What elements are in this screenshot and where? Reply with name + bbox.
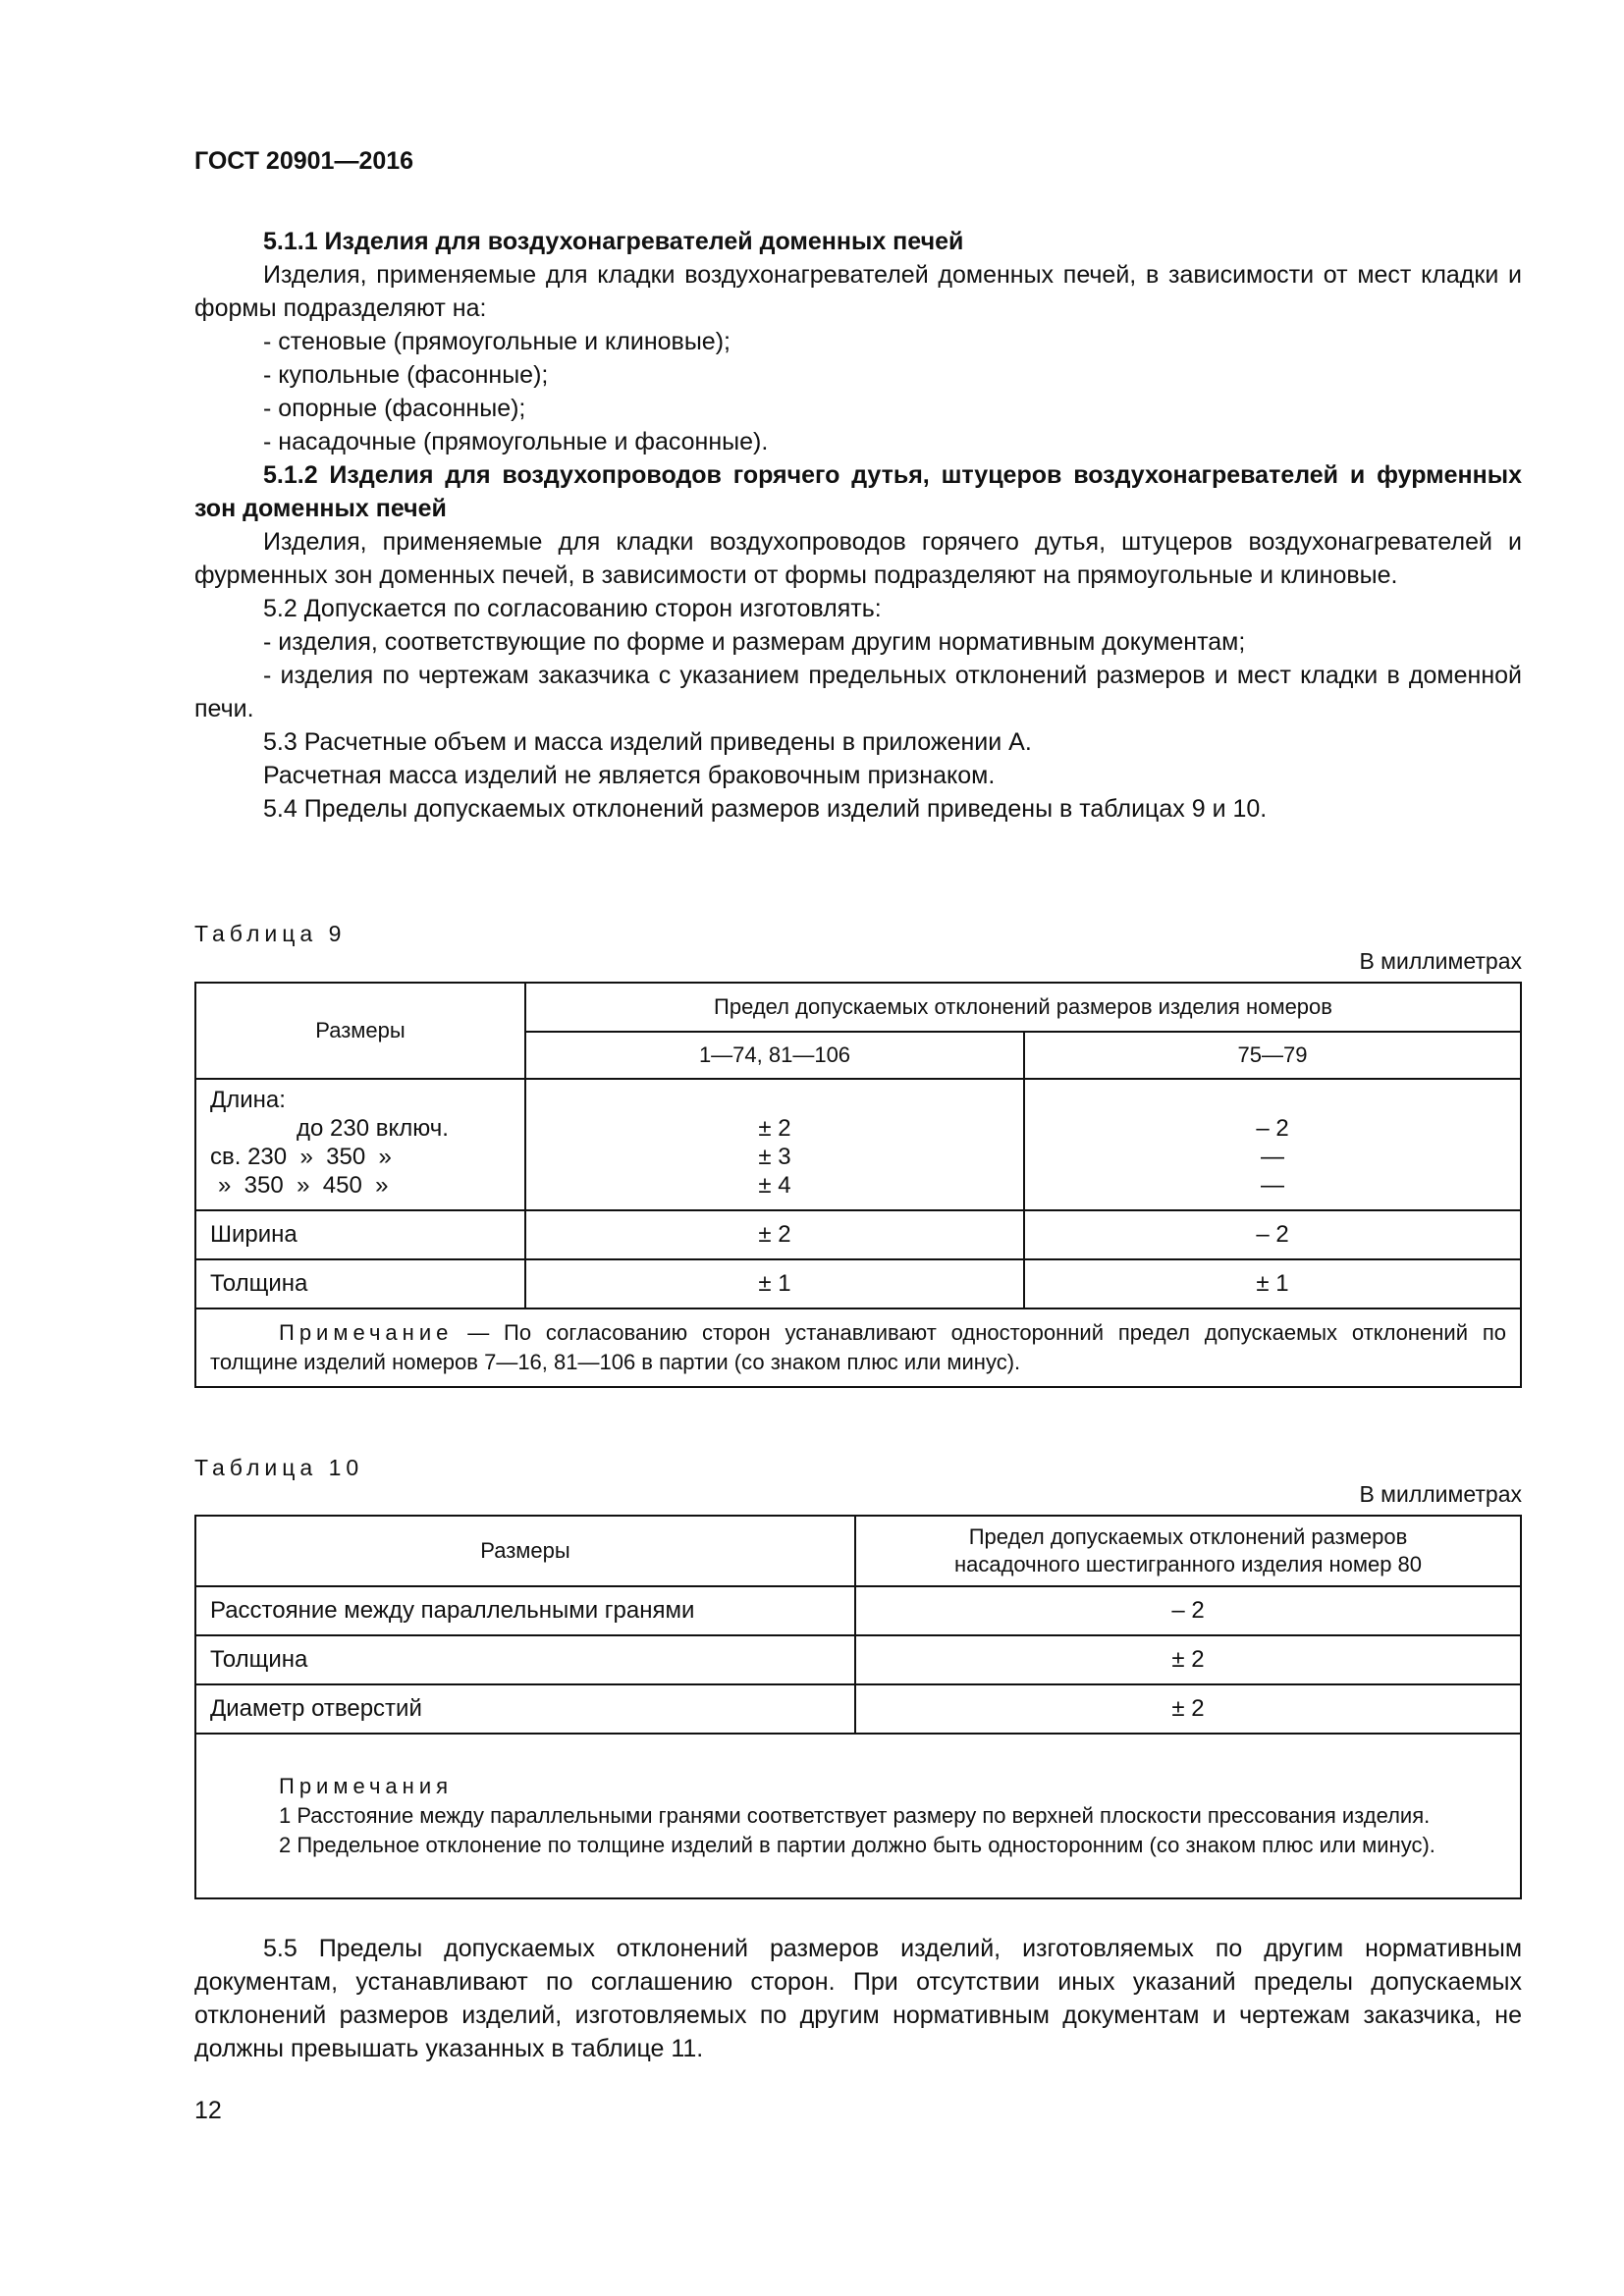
table-note-row [195, 1734, 1521, 1898]
table-value: — [1261, 1172, 1284, 1199]
section-5-1-1-heading: 5.1.1 Изделия для воздухонагревателей доменных печей [263, 228, 964, 255]
table-header-cell: 75—79 [1024, 1032, 1521, 1079]
table-cell: Ширина [195, 1210, 525, 1259]
section-5-3-text: 5.3 Расчетные объем и масса изделий приведены в приложении А. [263, 728, 1032, 756]
table-cell: ± 2 [855, 1635, 1521, 1684]
length-range: » 350 » 450 » [218, 1172, 389, 1199]
note-text: — По согласованию сторон устанавливают односторонний предел допускаемых отклонений по толщине изделий номеров 7—16, 81—106 в партии (со знаком плюс или минус). [210, 1320, 1506, 1374]
section-5-1-2-heading: 5.1.2 Изделия для воздухопроводов горячего дутья, штуцеров воздухонагревателей и фурменных зон доменных печей [194, 461, 1522, 522]
table-row [195, 1259, 1521, 1308]
length-range: св. 230 » 350 » [210, 1144, 392, 1170]
table-cell: – 2 [1024, 1210, 1521, 1259]
body-text [194, 225, 1522, 826]
table-cell: ± 2 [525, 1210, 1024, 1259]
table-9-unit: В миллиметрах [1359, 948, 1522, 974]
section-5-4-text: 5.4 Пределы допускаемых отклонений размеров изделий приведены в таблицах 9 и 10. [263, 795, 1268, 823]
table-cell: Толщина [195, 1635, 855, 1684]
section-5-1-2-text: Изделия, применяемые для кладки воздухопроводов горячего дутья, штуцеров воздухонагревателей и фурменных зон доменных печей, в зависимости от формы подразделяют на прямоугольные и клиновые. [194, 528, 1522, 589]
table-value: ± 2 [758, 1115, 791, 1142]
list-item: - насадочные (прямоугольные и фасонные). [263, 428, 769, 455]
table-9-caption: Таблица 9 [194, 921, 347, 946]
length-label: Длина: [210, 1087, 286, 1113]
table-cell [195, 1079, 525, 1210]
table-cell: ± 1 [1024, 1259, 1521, 1308]
length-range: до 230 включ. [297, 1115, 449, 1142]
table-header-cell: Размеры [195, 1516, 855, 1586]
list-item: - стеновые (прямоугольные и клиновые); [263, 328, 731, 355]
table-value: ± 3 [758, 1144, 791, 1170]
table-header-cell: Предел допускаемых отклонений размеров насадочного шестигранного изделия номер 80 [855, 1516, 1521, 1586]
table-value: – 2 [1256, 1115, 1289, 1142]
table-cell: Расстояние между параллельными гранями [195, 1586, 855, 1635]
table-header-cell: Размеры [195, 983, 525, 1079]
table-header-cell: Предел допускаемых отклонений размеров изделия номеров [525, 983, 1521, 1032]
document-header: ГОСТ 20901—2016 [194, 147, 414, 175]
table-9 [194, 982, 1522, 1388]
table-row [195, 1079, 1521, 1210]
table-cell: Толщина [195, 1259, 525, 1308]
list-item: - изделия, соответствующие по форме и размерам другим нормативным документам; [263, 628, 1246, 656]
table-row [195, 1210, 1521, 1259]
table-value: — [1261, 1144, 1284, 1170]
page-number: 12 [194, 2097, 222, 2124]
list-item: - купольные (фасонные); [263, 361, 549, 389]
note-1: 1 Расстояние между параллельными гранями соответствует размеру по верхней плоскости прессования изделия. [279, 1803, 1431, 1828]
table-value: ± 4 [758, 1172, 791, 1199]
section-5-3-text-2: Расчетная масса изделий не является браковочным признаком. [263, 762, 996, 789]
table-10 [194, 1515, 1522, 1899]
table-cell [525, 1079, 1024, 1210]
table-row [195, 1684, 1521, 1734]
section-5-2-text: 5.2 Допускается по согласованию сторон изготовлять: [263, 595, 882, 622]
notes-title: Примечания [279, 1774, 454, 1798]
table-cell: – 2 [855, 1586, 1521, 1635]
table-cell: Диаметр отверстий [195, 1684, 855, 1734]
note-2: 2 Предельное отклонение по толщине изделий в партии должно быть односторонним (со знаком плюс или минус). [279, 1833, 1435, 1857]
section-5-1-1-text: Изделия, применяемые для кладки воздухонагревателей доменных печей, в зависимости от мест кладки и формы подразделяют на: [194, 261, 1522, 322]
table-header-cell: 1—74, 81—106 [525, 1032, 1024, 1079]
list-item: - опорные (фасонные); [263, 395, 526, 422]
table-notes [195, 1734, 1521, 1898]
table-row [195, 1586, 1521, 1635]
table-cell: ± 2 [855, 1684, 1521, 1734]
table-note [195, 1308, 1521, 1387]
note-label: Примечание [279, 1320, 454, 1345]
table-10-unit: В миллиметрах [1359, 1481, 1522, 1507]
table-row [195, 1635, 1521, 1684]
table-cell: ± 1 [525, 1259, 1024, 1308]
table-10-caption: Таблица 10 [194, 1455, 364, 1480]
table-note-row [195, 1308, 1521, 1387]
footer-body-text [194, 1932, 1522, 2065]
list-item: - изделия по чертежам заказчика с указанием предельных отклонений размеров и мест кладки в доменной печи. [194, 662, 1522, 722]
section-5-5-text: 5.5 Пределы допускаемых отклонений размеров изделий, изготовляемых по другим нормативным документам, устанавливают по соглашению сторон. При отсутствии иных указаний пределы допускаемых отклонений размеров изделий, изготовляемых по другим нормативным документам и чертежам заказчика, не должны превышать указанных в таблице 11. [194, 1935, 1522, 2062]
table-cell [1024, 1079, 1521, 1210]
